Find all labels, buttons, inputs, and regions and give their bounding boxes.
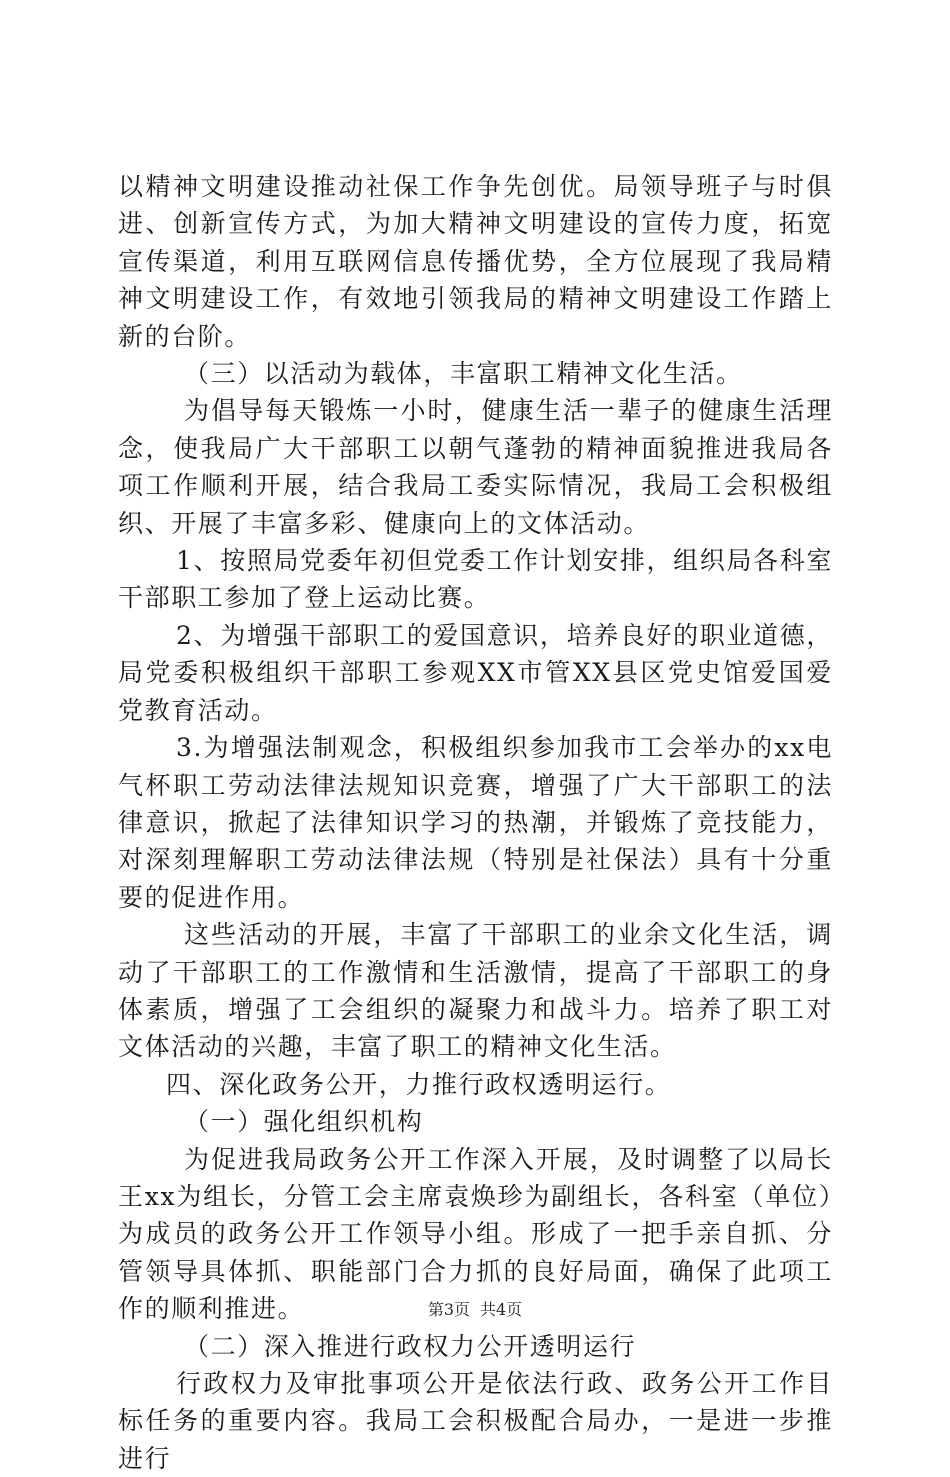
section-heading-3: （三）以活动为载体，丰富职工精神文化生活。	[184, 359, 743, 389]
paragraph-summary: 这些活动的开展，丰富了干部职工的业余文化生活，调动了干部职工的工作激情和生活激情，提高了干部职工的身体素质，增强了工会组织的凝聚力和战斗力。培养了职工对文体活动的兴趣，丰富了职工的精神文化生活。	[118, 920, 833, 1062]
list-item-3: 3.为增强法制观念，积极组织参加我市工会举办的xx电气杯职工劳动法律法规知识竞赛，增强了广大干部职工的法律意识，掀起了法律知识学习的热潮，并锻炼了竞技能力，对深刻理解职工劳动法律法规（特别是社保法）具有十分重要的促进作用。	[118, 733, 833, 912]
subsection-heading-2: （二）深入推进行政权力公开透明运行	[184, 1331, 637, 1361]
subsection-heading-1: （一）强化组织机构	[184, 1107, 424, 1137]
page-number: 第3页	[427, 1300, 470, 1319]
paragraph-administrative-power: 行政权力及审批事项公开是依法行政、政务公开工作目标任务的重要内容。我局工会积极配合局办，一是进一步推进行	[118, 1369, 833, 1473]
paragraph-intro: 以精神文明建设推动社保工作争先创优。局领导班子与时俱进、创新宣传方式，为加大精神文明建设的宣传力度，拓宽宣传渠道，利用互联网信息传播优势，全方位展现了我局精神文明建设工作，有效地引领我局的精神文明建设工作踏上新的台阶。	[118, 172, 833, 351]
list-item-1: 1、按照局党委年初但党委工作计划安排，组织局各科室干部职工参加了登上运动比赛。	[118, 546, 833, 613]
paragraph-organization: 为促进我局政务公开工作深入开展，及时调整了以局长王xx为组长，分管工会主席袁焕珍为副组长，各科室（单位）为成员的政务公开工作领导小组。形成了一把手亲自抓、分管领导具体抓、职能部门合力抓的良好局面，确保了此项工作的顺利推进。	[118, 1144, 833, 1324]
section-heading-4: 四、深化政务公开，力推行政权透明运行。	[166, 1069, 672, 1099]
page-footer	[0, 1297, 950, 1320]
page-total: 共4页	[480, 1300, 523, 1319]
document-body	[118, 168, 833, 1477]
paragraph-activities: 为倡导每天锻炼一小时，健康生活一辈子的健康生活理念，使我局广大干部职工以朝气蓬勃的精神面貌推进我局各项工作顺利开展，结合我局工委实际情况，我局工会积极组织、开展了丰富多彩、健康向上的文体活动。	[118, 396, 833, 538]
list-item-2: 2、为增强干部职工的爱国意识，培养良好的职业道德，局党委积极组织干部职工参观XX市管XX县区党史馆爱国爱党教育活动。	[118, 620, 833, 725]
